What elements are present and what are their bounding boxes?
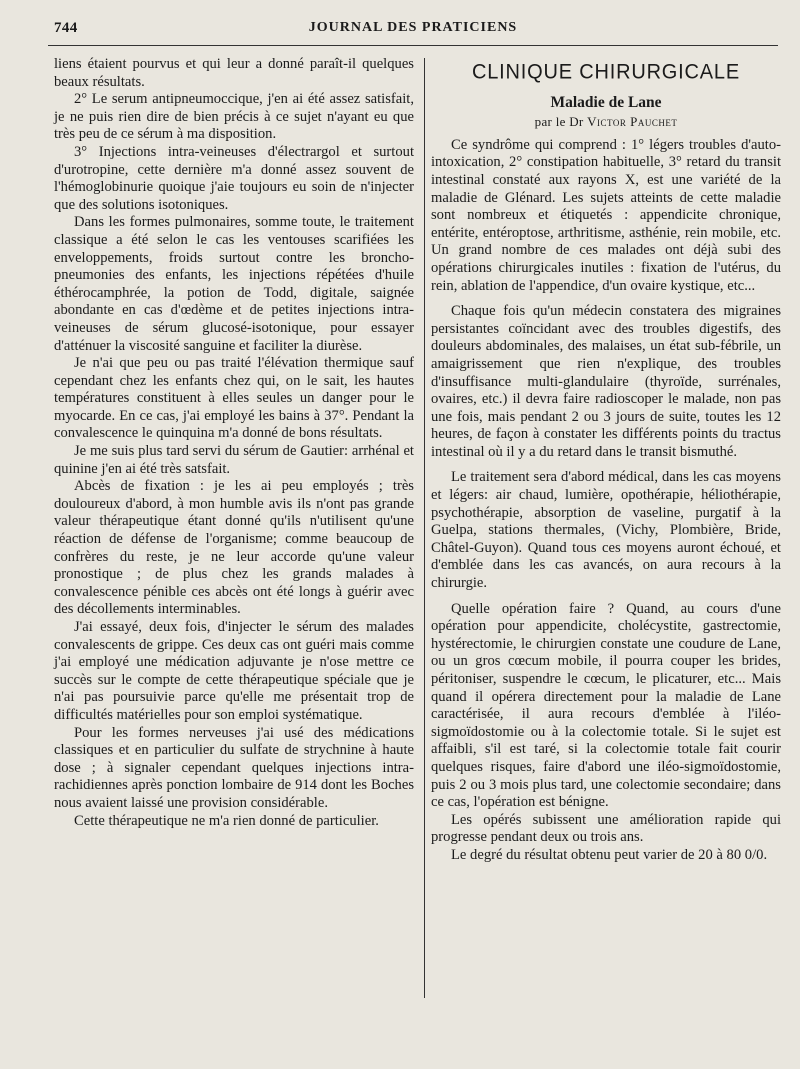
- left-paragraph-5: Je n'ai que peu ou pas traité l'élévation thermique sauf cependant chez les enfants chez qui, on le sait, les hautes températures constituent à elles seules un danger pour le myocarde. En ce cas, j'ai employé les bains à 37°. Pendant la convalescence le quinquina m'a donné de bons résultats.: [54, 355, 414, 442]
- left-paragraph-10: Cette thérapeutique ne m'a rien donné de particulier.: [74, 812, 379, 829]
- paragraph-spacer: [431, 295, 781, 303]
- left-paragraph-7: Abcès de fixation : je les ai peu employés ; très douloureux d'abord, à mon humble avis ils n'ont pas grande valeur thérapeutique étant donné qu'ils n'utilisent qu'une réaction de défense de l'organisme; comme beaucoup de confrères du reste, je ne leur accorde qu'une valeur pronostique ; de plus chez les grands malades à convalescence pénible ces abcès ont été longs à guérir avec des décollements interminables.: [54, 478, 414, 618]
- paragraph-spacer: [431, 593, 781, 601]
- article-title: Maladie de Lane: [550, 93, 662, 111]
- byline-prefix: par le Dr: [534, 114, 584, 130]
- left-paragraph-6: Je me suis plus tard servi du sérum de Gautier: arrhénal et quinine j'en ai été très satsfait.: [54, 443, 414, 477]
- left-paragraph-3: 3° Injections intra-veineuses d'électrargol et surtout d'urotropine, cette dernière m'a donné assez souvent de l'hémoglobinurie quoique j'aie toujours eu soin de n'injecter que des solutions isotoniques.: [54, 143, 414, 213]
- journal-title: JOURNAL DES PRATICIENS: [308, 20, 518, 35]
- right-paragraph-6: Le degré du résultat obtenu peut varier de 20 à 80 0/0.: [451, 846, 768, 863]
- left-paragraph-1: liens étaient pourvus et qui leur a donné paraît-il quelques beaux résultats.: [54, 56, 414, 90]
- page-number: 744: [54, 20, 78, 36]
- header-rule: [48, 45, 778, 46]
- byline: [431, 113, 781, 131]
- right-paragraph-5: Les opérés subissent une amélioration rapide qui progresse pendant deux ou trois ans.: [431, 811, 781, 846]
- left-paragraph-9: Pour les formes nerveuses j'ai usé des médications classiques et en particulier du sulfate de strychnine à haute dose ; à signaler cependant quelques injections intra-rachidiennes après ponction lombaire de 914 dont les Boches nous avaient laissé une provision considérable.: [54, 724, 414, 811]
- right-paragraph-4: Quelle opération faire ? Quand, au cours d'une opération pour appendicite, cholécystite, gastrectomie, hystérectomie, le chirurgien constate une coudure de Lane, ou un gros cœcum mobile, il pourra couper les brides, péritoniser, suspendre le cœcum, le plicaturer, etc... Mais quand il opérera directement pour la maladie de Lane caractérisée, il aura recours d'emblée à l'iléo-sigmoïdostomie ou à la colectomie totale. Si le sujet est affaibli, s'il est taré, si la colectomie totale fait courir quelques risques, faire d'abord une iléo-sigmoïdostomie, puis 2 ou 3 mois plus tard, une colectomie secondaire; dans ce cas, l'opération est bénigne.: [431, 600, 781, 811]
- running-head: [48, 18, 778, 42]
- paragraph-spacer: [431, 461, 781, 469]
- right-paragraph-2: Chaque fois qu'un médecin constatera des migraines persistantes coïncidant avec des troubles digestifs, des douleurs abdominales, des malaises, un état sub-fébrile, un amaigrissement que rien n'explique, des troubles d'insuffisance multi-glandulaire (thyroïde, surrénales, ovaires, etc.) il devra faire radioscoper le malade, non pas une fois, mais pendant 2 ou 3 jours de suite, toutes les 12 heures, de façon à constater les différents points du tractus intestinal où il y a du retard dans le transit bismuthé.: [431, 303, 781, 460]
- section-title: CLINIQUE CHIRURGICALE: [472, 60, 740, 84]
- left-paragraph-8: J'ai essayé, deux fois, d'injecter le sérum des malades convalescents de grippe. Ces deux cas ont guéri mais comme j'ai employé une médication adjuvante je n'ose mettre ce succès sur le compte de cette thérapeutique spéciale que je n'ai pas poursuivie parce qu'elle me présentait trop de difficultés matérielles pour son emploi systématique.: [54, 619, 414, 723]
- left-paragraph-2: 2° Le serum antipneumoccique, j'en ai été assez satisfait, je ne puis rien dire de bien précis à ce sujet n'ayant eu que très peu de ce sérum à ma disposition.: [54, 91, 414, 143]
- byline-author: Victor Pauchet: [587, 114, 678, 130]
- right-paragraph-1: Ce syndrôme qui comprend : 1° légers troubles d'auto-intoxication, 2° constipation habituelle, 3° retard du transit intestinal constaté aux rayons X, est une variété de la maladie de Glénard. Les sujets atteints de cette maladie sont nombreux et étiquetés : appendicite chronique, entérite, entéroptose, arthritisme, asthénie, rein mobile, etc. Un grand nombre de ces malades ont déjà subi des opérations chirurgicales inutiles : fixation de l'utérus, du rein, ablation de l'appendice, d'un ovaire kystique, etc...: [431, 136, 781, 294]
- left-column: [54, 56, 414, 830]
- left-paragraph-4: Dans les formes pulmonaires, somme toute, le traitement classique a été selon le cas les ventouses scarifiées les enveloppements, froids surtout contre les broncho-pneumonies des enfants, les injections répétées d'huile éthérocamphrée, la potion de Todd, digitale, saignée abondante en cas d'œdème et de petites injections intra-veineuses de sérum glucosé-isotonique, pour essayer d'atténuer la viscosité sanguine et faciliter la diurèse.: [54, 214, 414, 354]
- column-divider: [424, 58, 425, 998]
- right-paragraph-3: Le traitement sera d'abord médical, dans les cas moyens et légers: air chaud, lumière, opothérapie, héliothérapie, psychothérapie, absorption de vaseline, purgatif à la Guelpa, stations thermales, (Vichy, Plombière, Bride, Châtel-Guyon). Quand tous ces moyens auront échoué, et d'emblée dans les cas avancés, on aura recours à la chirurgie.: [431, 469, 781, 592]
- right-column: [431, 56, 781, 865]
